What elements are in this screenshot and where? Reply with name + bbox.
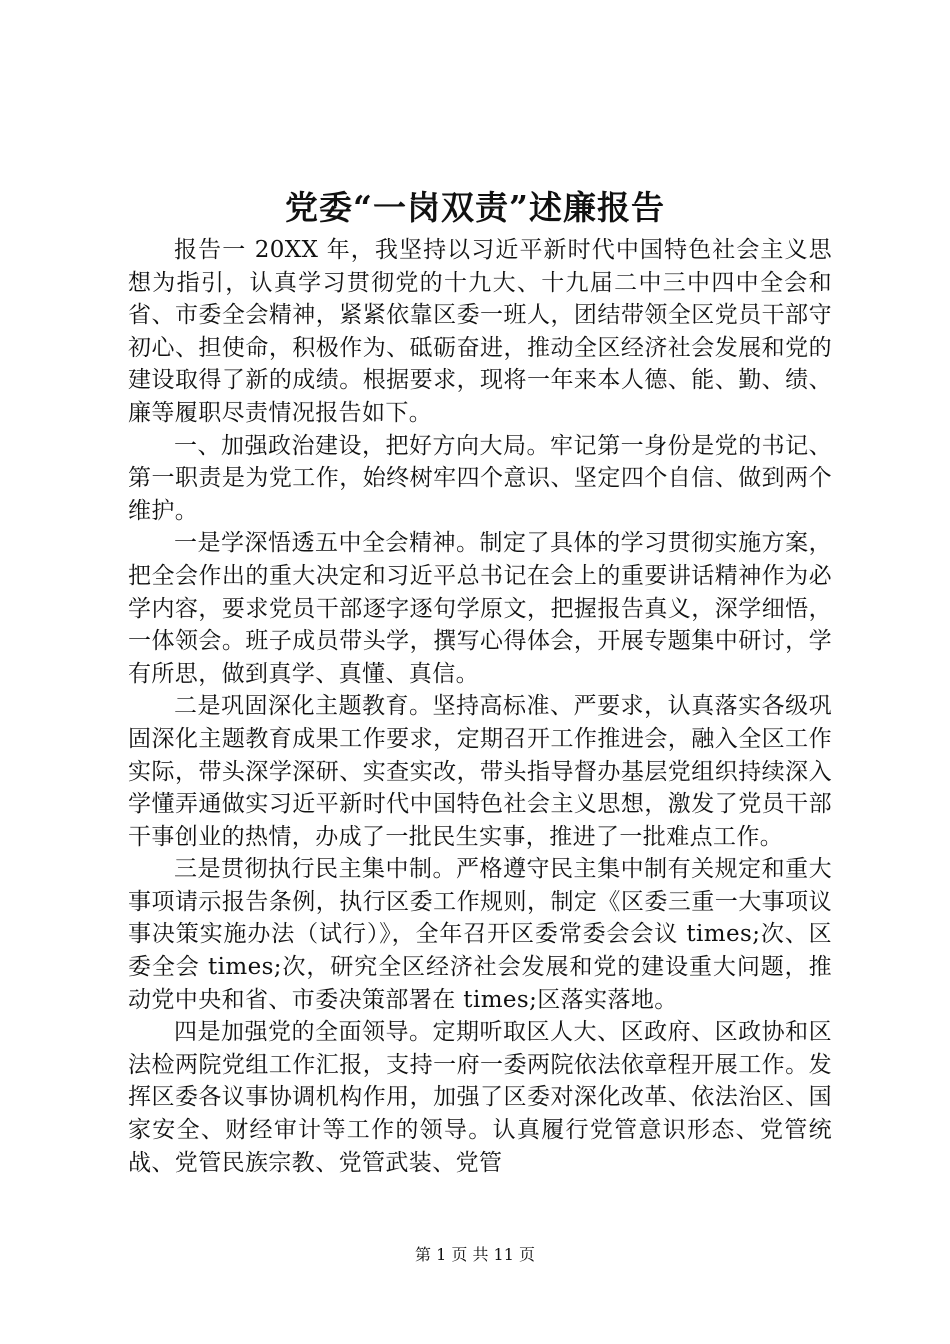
paragraph: 三是贯彻执行民主集中制。严格遵守民主集中制有关规定和重大事项请示报告条例，执行区委工作规则，制定《区委三重一大事项议事决策实施办法（试行）》，全年召开区委常委会会议 times;次、区委全会 times;次，研究全区经济社会发展和党的建设重大问题，推动党中央和省、市委决策部署在 times;区落实落地。 [128, 856, 832, 1013]
paragraph: 一、加强政治建设，把好方向大局。牢记第一身份是党的书记、第一职责是为党工作，始终树牢四个意识、坚定四个自信、做到两个维护。 [128, 432, 832, 524]
document-body [128, 234, 832, 1179]
paragraph: 四是加强党的全面领导。定期听取区人大、区政府、区政协和区法检两院党组工作汇报，支持一府一委两院依法依章程开展工作。发挥区委各议事协调机构作用，加强了区委对深化改革、依法治区、国家安全、财经审计等工作的领导。认真履行党管意识形态、党管统战、党管民族宗教、党管武装、党管 [128, 1019, 832, 1176]
paragraph: 一是学深悟透五中全会精神。制定了具体的学习贯彻实施方案，把全会作出的重大决定和习近平总书记在会上的重要讲话精神作为必学内容，要求党员干部逐字逐句学原文，把握报告真义，深学细悟，一体领会。班子成员带头学，撰写心得体会，开展专题集中研讨，学有所思，做到真学、真懂、真信。 [128, 530, 832, 687]
document-title: 党委“一岗双责”述廉报告 [285, 188, 665, 227]
paragraph: 二是巩固深化主题教育。坚持高标准、严要求，认真落实各级巩固深化主题教育成果工作要求，定期召开工作推进会，融入全区工作实际，带头深学深研、实查实改，带头指导督办基层党组织持续深入学懂弄通做实习近平新时代中国特色社会主义思想，激发了党员干部干事创业的热情，办成了一批民生实事，推进了一批难点工作。 [128, 693, 832, 850]
page-footer: 第 1 页 共 11 页 [415, 1245, 535, 1264]
paragraph: 报告一 20XX 年，我坚持以习近平新时代中国特色社会主义思想为指引，认真学习贯彻党的十九大、十九届二中三中四中全会和省、市委全会精神，紧紧依靠区委一班人，团结带领全区党员干部守初心、担使命，积极作为、砥砺奋进，推动全区经济社会发展和党的建设取得了新的成绩。根据要求，现将一年来本人德、能、勤、绩、廉等履职尽责情况报告如下。 [128, 237, 832, 426]
